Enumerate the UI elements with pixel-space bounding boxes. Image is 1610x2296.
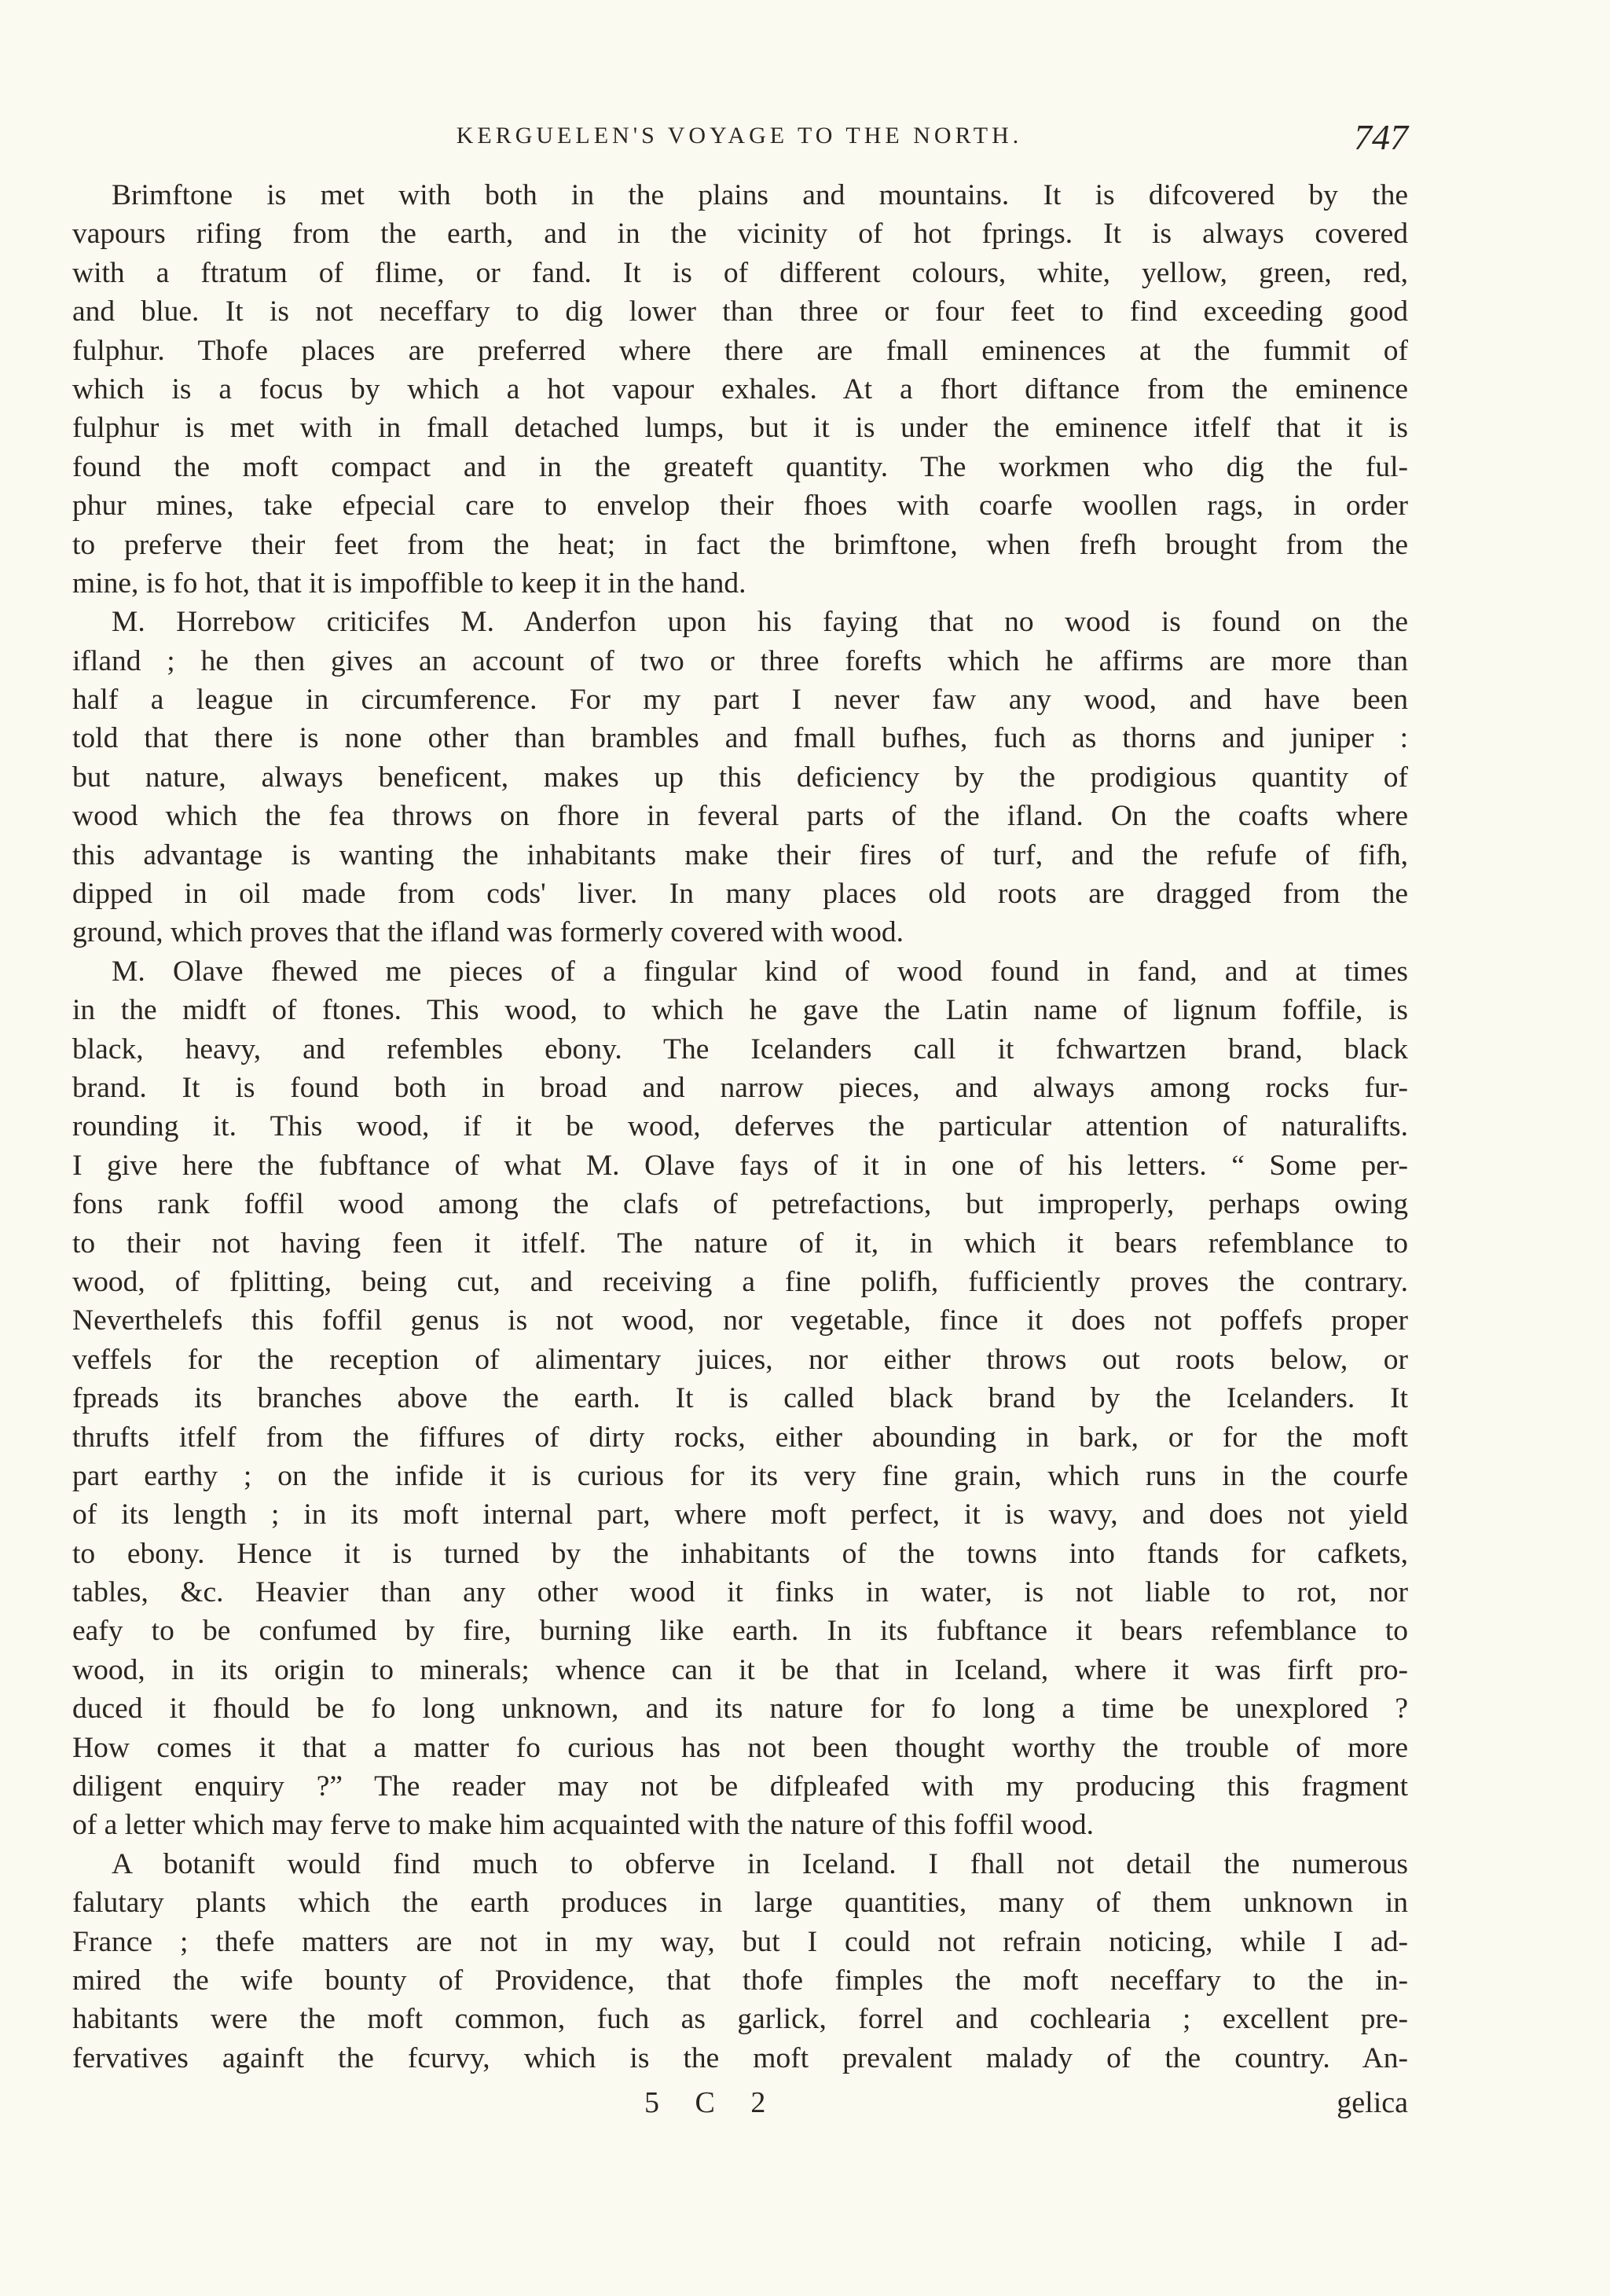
- text-line: ground, which proves that the ifland was formerly covered with wood.: [72, 916, 904, 949]
- text-line: tables, &c. Heavier than any other wood it finks in water, is not liable to rot, nor: [72, 1576, 1408, 1609]
- text-line: found the moft compact and in the greateft quantity. The workmen who dig the ful-: [72, 450, 1408, 483]
- text-line: diligent enquiry ?” The reader may not be difpleafed with my producing this fragment: [72, 1770, 1408, 1803]
- text-line: rounding it. This wood, if it be wood, deferves the particular attention of naturalifts.: [72, 1110, 1408, 1143]
- text-line: of a letter which may ferve to make him acquainted with the nature of this foffil wood.: [72, 1809, 1094, 1842]
- text-line: How comes it that a matter fo curious has not been thought worthy the trouble of more: [72, 1731, 1408, 1764]
- text-line: eafy to be confumed by fire, burning like earth. In its fubftance it bears refemblance to: [72, 1615, 1408, 1648]
- text-line: part earthy ; on the infide it is curious for its very fine grain, which runs in the courfe: [72, 1459, 1408, 1492]
- text-line: fpreads its branches above the earth. It is called black brand by the Icelanders. It: [72, 1382, 1408, 1415]
- text-line: France ; thefe matters are not in my way, but I could not refrain noticing, while I ad-: [72, 1925, 1408, 1958]
- text-line: in the midft of ftones. This wood, to which he gave the Latin name of lignum foffile, is: [72, 994, 1408, 1027]
- text-line: fervatives againft the fcurvy, which is the moft prevalent malady of the country. An-: [72, 2041, 1408, 2074]
- text-line: which is a focus by which a hot vapour exhales. At a fhort diftance from the eminence: [72, 372, 1408, 405]
- text-line: vapours rifing from the earth, and in the vicinity of hot fprings. It is always covered: [72, 218, 1408, 251]
- body-text: [72, 176, 1408, 2078]
- text-line: mine, is fo hot, that it is impoffible to keep it in the hand.: [72, 567, 746, 600]
- text-line: duced it fhould be fo long unknown, and its nature for fo long a time be unexplored ?: [72, 1693, 1408, 1726]
- page-number: 747: [1354, 117, 1408, 157]
- text-line: phur mines, take efpecial care to envelop their fhoes with coarfe woollen rags, in order: [72, 490, 1408, 523]
- catchword: gelica: [1337, 2086, 1408, 2119]
- text-line: to their not having feen it itfelf. The nature of it, in which it bears refemblance to: [72, 1227, 1408, 1260]
- text-line: brand. It is found both in broad and narrow pieces, and always among rocks fur-: [72, 1071, 1408, 1104]
- text-line: Neverthelefs this foffil genus is not wood, nor vegetable, fince it does not poffefs proper: [72, 1304, 1408, 1337]
- text-line: with a ftratum of flime, or fand. It is of different colours, white, yellow, green, red,: [72, 256, 1408, 289]
- text-line: I give here the fubftance of what M. Olave fays of it in one of his letters. “ Some per-: [72, 1149, 1408, 1182]
- text-line: veffels for the reception of alimentary juices, nor either throws out roots below, or: [72, 1343, 1408, 1376]
- text-line: wood which the fea throws on fhore in feveral parts of the ifland. On the coafts where: [72, 800, 1408, 833]
- text-line: told that there is none other than brambles and fmall bufhes, fuch as thorns and juniper :: [72, 722, 1408, 755]
- text-line: wood, of fplitting, being cut, and receiving a fine polifh, fufficiently proves the contrary.: [72, 1265, 1408, 1298]
- page-header: [71, 116, 1408, 163]
- text-line: habitants were the moft common, fuch as garlick, forrel and cochlearia ; excellent pre-: [72, 2003, 1408, 2036]
- text-line: to ebony. Hence it is turned by the inhabitants of the towns into ftands for cafkets,: [72, 1537, 1408, 1570]
- text-line: dipped in oil made from cods' liver. In many places old roots are dragged from the: [72, 878, 1408, 911]
- page-footer: [72, 2085, 1408, 2125]
- text-line: black, heavy, and refembles ebony. The Icelanders call it fchwartzen brand, black: [72, 1032, 1408, 1065]
- text-line: Brimftone is met with both in the plains and mountains. It is difcovered by the: [112, 179, 1408, 211]
- text-line: mired the wife bounty of Providence, that thofe fimples the moft neceffary to the in-: [72, 1964, 1408, 1997]
- running-title: KERGUELEN'S VOYAGE TO THE NORTH.: [456, 123, 1023, 149]
- text-line: but nature, always beneficent, makes up this deficiency by the prodigious quantity of: [72, 761, 1408, 794]
- text-line: fulphur. Thofe places are preferred where there are fmall eminences at the fummit of: [72, 334, 1408, 367]
- text-line: M. Olave fhewed me pieces of a fingular kind of wood found in fand, and at times: [112, 955, 1408, 988]
- text-line: fons rank foffil wood among the clafs of petrefactions, but improperly, perhaps owing: [72, 1188, 1408, 1221]
- text-line: A botanift would find much to obferve in Iceland. I fhall not detail the numerous: [112, 1847, 1408, 1880]
- text-line: fulphur is met with in fmall detached lumps, but it is under the eminence itfelf that it is: [72, 412, 1408, 445]
- text-line: and blue. It is not neceffary to dig lower than three or four feet to find exceeding good: [72, 295, 1408, 328]
- text-line: of its length ; in its moft internal part, where moft perfect, it is wavy, and does not yield: [72, 1498, 1408, 1531]
- text-line: this advantage is wanting the inhabitants make their fires of turf, and the refufe of fifh,: [72, 838, 1408, 871]
- text-line: half a league in circumference. For my part I never faw any wood, and have been: [72, 684, 1408, 717]
- printer-signature: 5 C 2: [644, 2086, 780, 2119]
- text-line: to preferve their feet from the heat; in fact the brimftone, when frefh brought from the: [72, 528, 1408, 561]
- text-line: thrufts itfelf from the fiffures of dirty rocks, either abounding in bark, or for the moft: [72, 1421, 1408, 1454]
- text-line: M. Horrebow criticifes M. Anderfon upon his faying that no wood is found on the: [112, 606, 1408, 639]
- text-line: falutary plants which the earth produces in large quantities, many of them unknown in: [72, 1887, 1408, 1920]
- text-line: ifland ; he then gives an account of two or three forefts which he affirms are more than: [72, 644, 1408, 677]
- text-line: wood, in its origin to minerals; whence can it be that in Iceland, where it was firft pro-: [72, 1653, 1408, 1686]
